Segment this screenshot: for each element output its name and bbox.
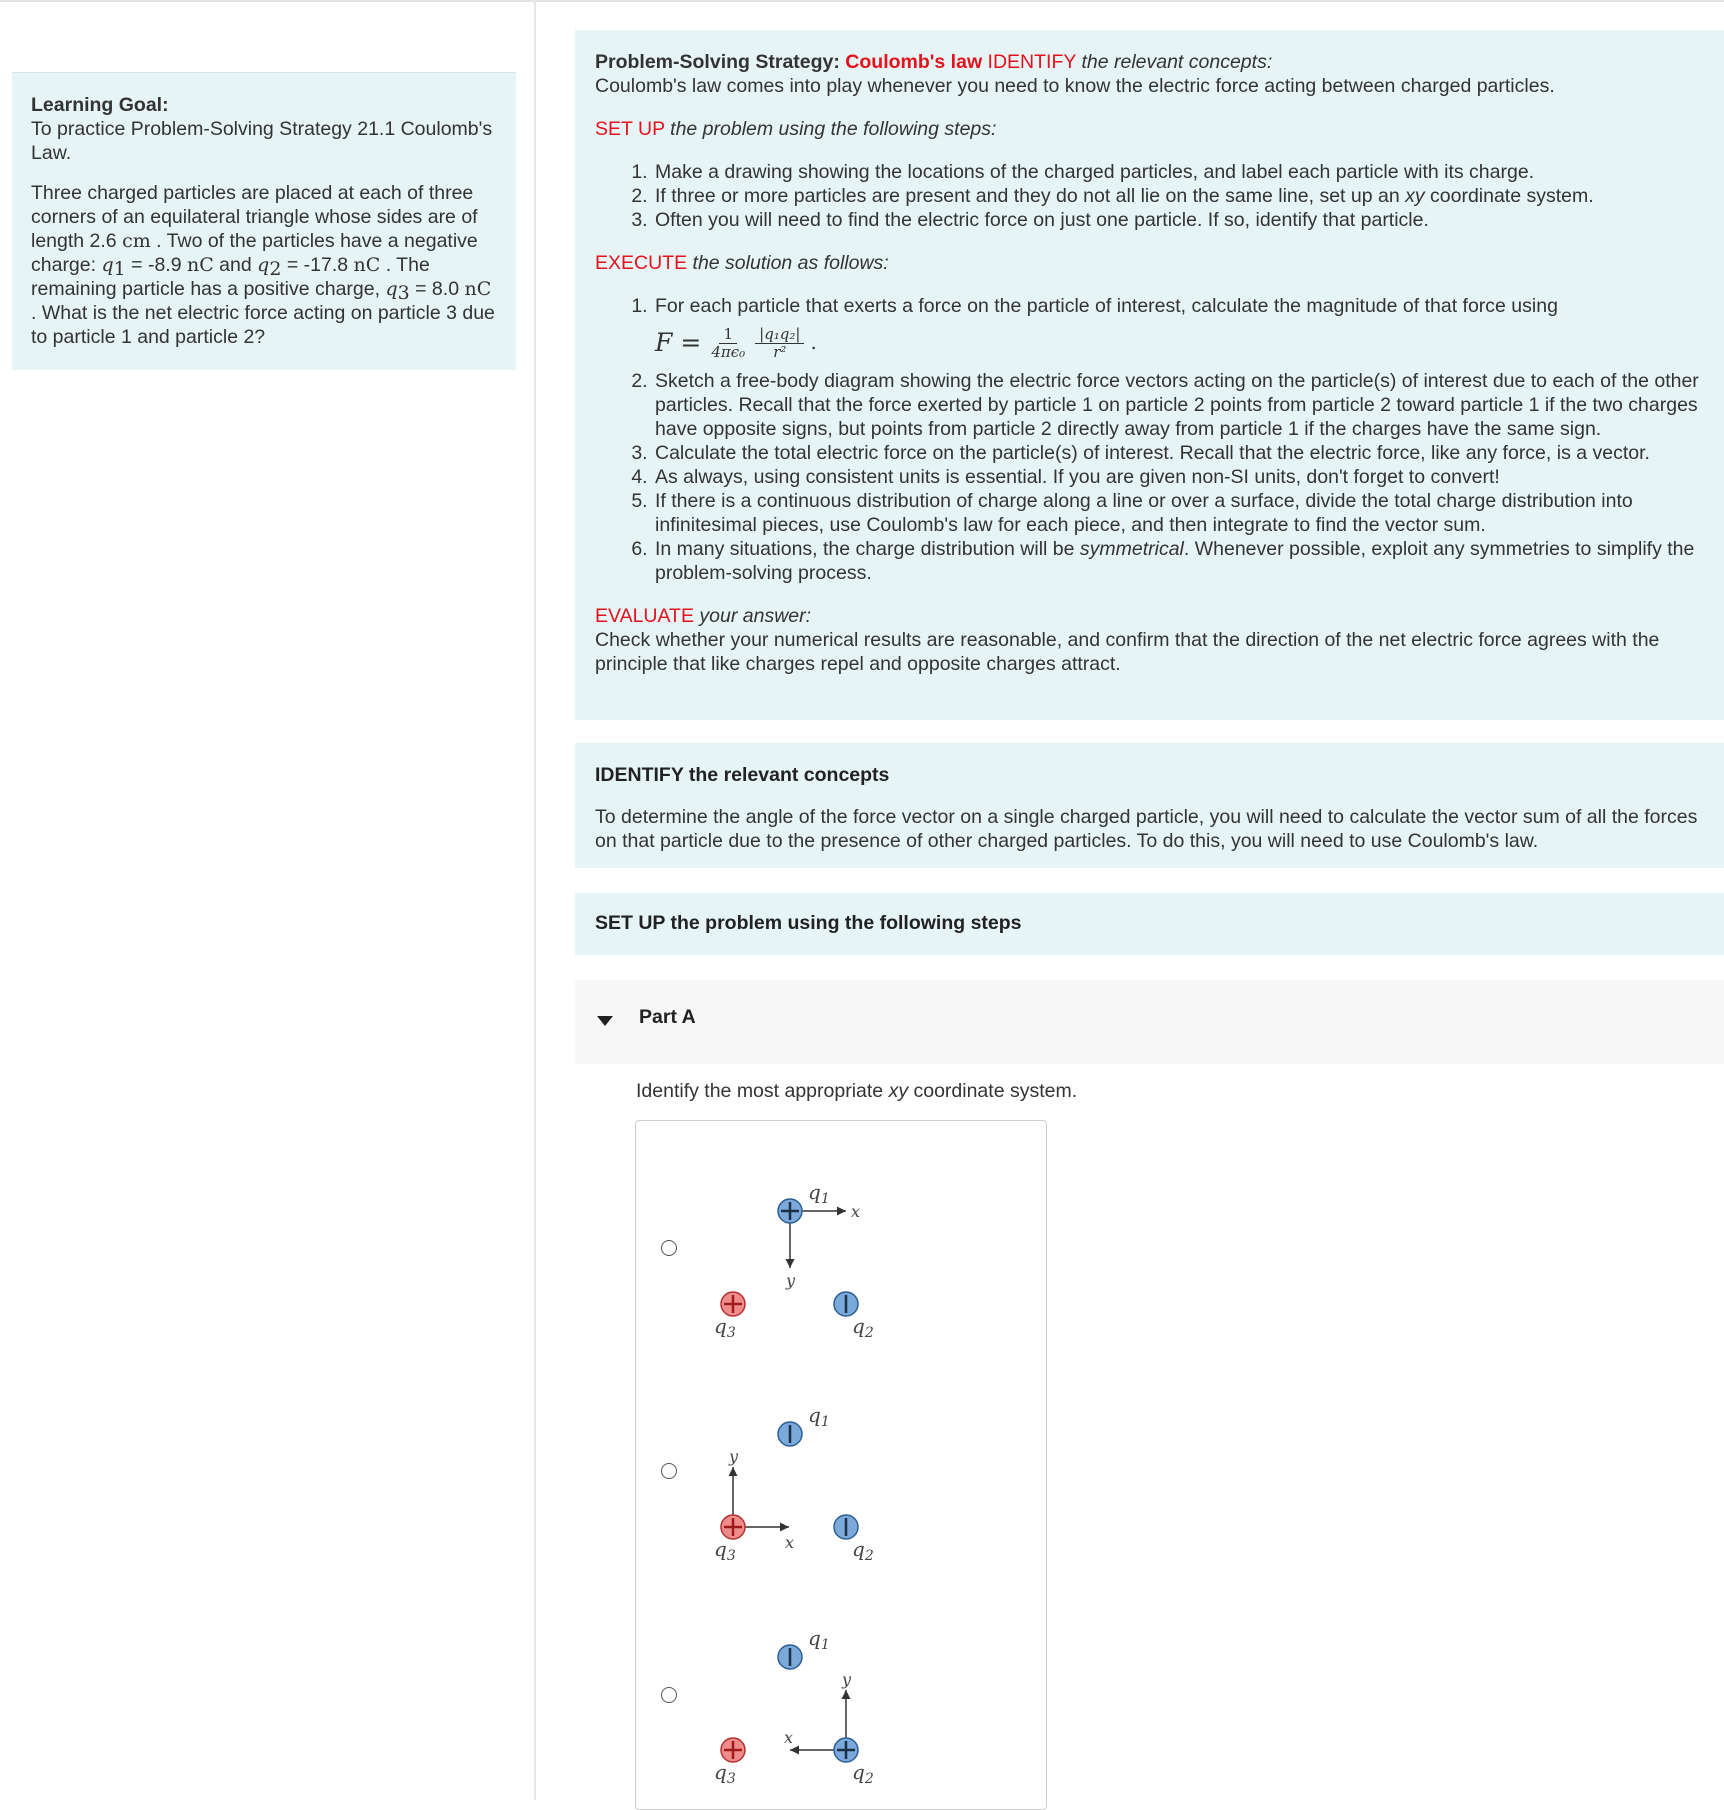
learning-goal-panel — [12, 72, 516, 370]
strategy-heading: Problem-Solving Strategy: Coulomb's law IDENTIFY the relevant concepts: — [595, 51, 1273, 73]
part-a-header[interactable] — [575, 980, 1724, 1064]
q3-charge-positive-icon — [721, 1292, 745, 1316]
svg-text:q1: $q_1$ — [808, 1180, 830, 1207]
strategy-panel — [575, 30, 1724, 720]
identify-description: To determine the angle of the force vector on a single charged particle, you will need to calculate the vector sum of all the forces on that particle due to the presence of other charged particles. To do this, you will need to use Coulomb's law. — [595, 806, 1698, 852]
top-border — [0, 0, 1724, 2]
option-1-diagram — [696, 1141, 896, 1341]
part-a-question: Identify the most appropriate xy coordinate system. — [636, 1080, 1078, 1102]
collapse-triangle-icon[interactable] — [597, 1016, 613, 1026]
q3-charge-positive-icon — [721, 1738, 745, 1762]
q3-charge-positive-icon — [721, 1515, 745, 1539]
list-item: 4. As always, using consistent units is essential. If you are given non-SI units, don't forget to convert! — [653, 465, 1704, 489]
list-item: 5. If there is a continuous distribution of charge along a line or over a surface, divide the total charge distribution into infinitesimal pieces, use Coulomb's law for each piece, and then integrate to find the vector sum. — [653, 489, 1704, 537]
q2-charge-negative-icon — [834, 1292, 858, 1316]
svg-text:q1: $q_1$ — [808, 1626, 830, 1653]
svg-text:y: y — [786, 1271, 796, 1290]
svg-text:x: x — [785, 1533, 795, 1552]
svg-text:y: y — [842, 1670, 852, 1689]
identify-panel — [575, 743, 1724, 868]
answer-options — [635, 1120, 1047, 1810]
svg-text:q3: $q_3$ — [714, 1314, 736, 1341]
svg-text:q2: $q_2$ — [852, 1537, 874, 1564]
setup-steps-list — [595, 160, 1704, 232]
list-item: 6. In many situations, the charge distribution will be symmetrical. Whenever possible, exploit any symmetries to simplify the problem-solving process. — [653, 537, 1704, 585]
evaluate-heading: EVALUATE your answer: — [595, 605, 812, 627]
q1-charge-positive-icon — [778, 1199, 802, 1223]
identify-heading: IDENTIFY the relevant concepts — [595, 764, 890, 786]
setup-steps-heading: SET UP the problem using the following steps — [595, 912, 1022, 934]
learning-goal-title: Learning Goal: — [31, 94, 169, 116]
list-item: 1. For each particle that exerts a force on the particle of interest, calculate the magnitude of that force using F = $\frac{1}{\text{4πϵ₀}}$ $\frac{\text{|q₁q₂|}}{\text{r²}}$ . — [653, 294, 1704, 365]
option-2-radio[interactable] — [661, 1463, 677, 1479]
learning-goal-subtitle: To practice Problem-Solving Strategy 21.1 Coulomb's Law. — [31, 118, 493, 164]
list-item: 2. Sketch a free-body diagram showing the electric force vectors acting on the particle(s) of interest due to each of the other particles. Recall that the force exerted by particle 1 on particle 2 points from particle 2 toward particle 1 if the two charges have opposite signs, but points from particle 2 directly away from particle 1 if the charges have the same sign. — [653, 369, 1704, 441]
list-item: 3. Calculate the total electric force on the particle(s) of interest. Recall that the electric force, like any force, is a vector. — [653, 441, 1704, 465]
coulomb-formula: F = $\frac{1}{\text{4πϵ₀}}$ $\frac{\text{|q₁q₂|}}{\text{r²}}$ . — [655, 324, 817, 361]
list-item: 3. Often you will need to find the electric force on just one particle. If so, identify that particle. — [653, 208, 1704, 232]
q2-charge-negative-icon — [834, 1515, 858, 1539]
option-3-radio[interactable] — [661, 1687, 677, 1703]
q2-charge-positive-icon — [834, 1738, 858, 1762]
svg-text:q2: $q_2$ — [852, 1760, 874, 1787]
execute-heading: EXECUTE the solution as follows: — [595, 252, 889, 274]
identify-text: Coulomb's law comes into play whenever you need to know the electric force acting between charged particles. — [595, 75, 1555, 97]
list-item: 2. If three or more particles are present and they do not all lie on the same line, set up an xy coordinate system. — [653, 184, 1704, 208]
option-1-radio[interactable] — [661, 1240, 677, 1256]
list-item: 1. Make a drawing showing the locations of the charged particles, and label each particle with its charge. — [653, 160, 1704, 184]
svg-text:x: x — [784, 1728, 794, 1747]
svg-text:y: y — [729, 1447, 739, 1466]
setup-heading: SET UP the problem using the following steps: — [595, 118, 997, 140]
column-divider — [534, 0, 536, 1800]
part-a-label: Part A — [639, 1006, 696, 1028]
execute-steps-list — [595, 294, 1704, 585]
svg-text:q2: $q_2$ — [852, 1314, 874, 1341]
option-2-diagram — [696, 1364, 896, 1564]
option-3-diagram — [696, 1587, 896, 1787]
problem-statement: Three charged particles are placed at each of three corners of an equilateral triangle whose sides are of length 2.6 cm . Two of the particles have a negative charge: $q_1 = -8.9$ nC and $q_2 = -17.8$ nC . The remaining particle has a positive charge, $q_3 = 8.0$ nC . What is the net electric force acting on particle 3 due to particle 1 and particle 2? — [31, 182, 495, 348]
svg-text:q3: $q_3$ — [714, 1760, 736, 1787]
evaluate-text: Check whether your numerical results are reasonable, and confirm that the direction of the net electric force agrees with the principle that like charges repel and opposite charges attract. — [595, 629, 1660, 675]
svg-text:q1: $q_1$ — [808, 1403, 830, 1430]
q1-charge-negative-icon — [778, 1645, 802, 1669]
q1-charge-negative-icon — [778, 1422, 802, 1446]
svg-text:q3: $q_3$ — [714, 1537, 736, 1564]
setup-panel — [575, 893, 1724, 955]
svg-text:x: x — [851, 1202, 861, 1221]
